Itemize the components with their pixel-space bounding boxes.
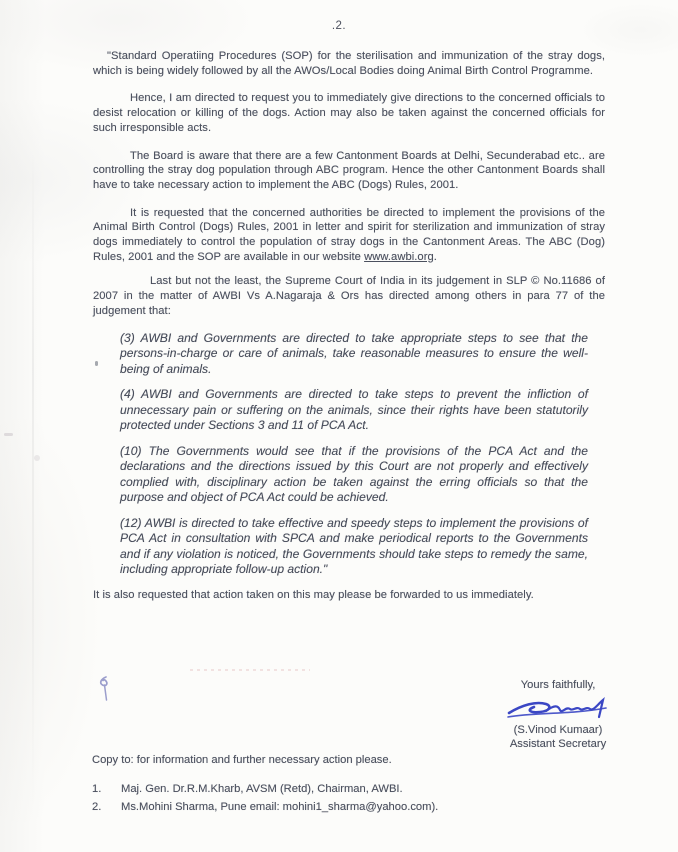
copy-to-list <box>92 782 592 814</box>
paragraph-supreme-court: Last but not the least, the Supreme Court of India in its judgement in SLP © No.11686 of 2007 in the matter of AWBI Vs A.Nagaraja & Ors has directed among others in para 77 of the judgement that: <box>93 275 605 317</box>
ink-speck <box>95 361 98 366</box>
scan-artifact-dots <box>190 669 310 671</box>
scan-speck <box>34 455 40 461</box>
paragraph-it-is-requested <box>93 206 605 265</box>
signature-scribble <box>506 693 610 723</box>
paragraph-sop-quote: "Standard Operatiing Procedures (SOP) for the sterilisation and immunization of the stray dogs, which is being widely followed by all the AWOs/Local Bodies doing Animal Birth Control Programme. <box>93 50 605 77</box>
signature-block <box>500 678 616 751</box>
page-number: .2. <box>331 20 347 32</box>
letter-body <box>93 49 605 602</box>
requested-text-end: . <box>433 250 437 263</box>
valediction: Yours faithfully, <box>520 679 596 691</box>
paragraph-board-aware: The Board is aware that there are a few Cantonment Boards at Delhi, Secunderabad etc.. are controlling the stray dog population through ABC program. Hence the other Cantonment Boards shall have to take necessary action to implement the ABC (Dogs) Rules, 2001. <box>93 149 605 191</box>
copy-to-heading: Copy to: for information and further necessary action please. <box>92 754 392 766</box>
item-text: Maj. Gen. Dr.R.M.Kharb, AVSM (Retd), Chairman, AWBI. <box>121 783 403 795</box>
awbi-website-link: www.awbi.org <box>364 250 434 263</box>
scan-speck <box>4 433 13 436</box>
signatory-name: (S.Vinod Kumaar) <box>513 724 603 736</box>
requested-text: It is requested that the concerned authorities be directed to implement the provisions of the Animal Birth Control (Dogs) Rules, 2001 in letter and spirit for sterilization and immunization of stray dogs immediately to control the population of stray dogs in the Cantonment Areas. The ABC (Dog) Rules, 2001 and the SOP are available in our website <box>93 206 605 263</box>
copy-to-item <box>92 782 592 796</box>
copy-to-item <box>92 800 592 814</box>
copy-to-section <box>92 753 592 814</box>
scan-artifact-line <box>32 150 34 810</box>
court-judgement-quotes <box>120 331 588 578</box>
signatory-title: Assistant Secretary <box>509 738 607 750</box>
quote-para-3: (3) AWBI and Governments are directed to take appropriate steps to see that the persons-in-charge or care of animals, take reasonable measures to ensure the well-being of animals. <box>120 330 588 376</box>
item-number: 1. <box>92 783 102 795</box>
paragraph-hence-directed: Hence, I am directed to request you to immediately give directions to the concerned officials to desist relocation or killing of the dogs. Action may also be taken against the concerned officials for such irresponsible acts. <box>93 92 605 134</box>
item-text: Ms.Mohini Sharma, Pune email: mohini1_sharma@yahoo.com). <box>121 800 439 813</box>
quote-para-4: (4) AWBI and Governments are directed to take steps to prevent the infliction of unnecessary pain or suffering on the animals, since their rights have been statutorily protected under Sections 3 and 11 of PCA Act. <box>120 387 588 433</box>
quote-para-10: (10) The Governments would see that if the provisions of the PCA Act and the declarations and the directions issued by this Court are not properly and effectively complied with, disciplinary action be taken against the erring officials so that the purpose and object of PCA Act could be achieved. <box>120 443 588 505</box>
item-number: 2. <box>92 800 102 813</box>
paragraph-action-taken: It is also requested that action taken on this may please be forwarded to us immediately. <box>93 588 534 601</box>
quote-para-12: (12) AWBI is directed to take effective and speedy steps to implement the provisions of PCA Act in consultation with SPCA and make periodical reports to the Governments and if any violation is noticed, the Governments should take steps to remedy the same, including appropriate follow-up action." <box>120 515 588 577</box>
pen-mark <box>96 674 116 706</box>
